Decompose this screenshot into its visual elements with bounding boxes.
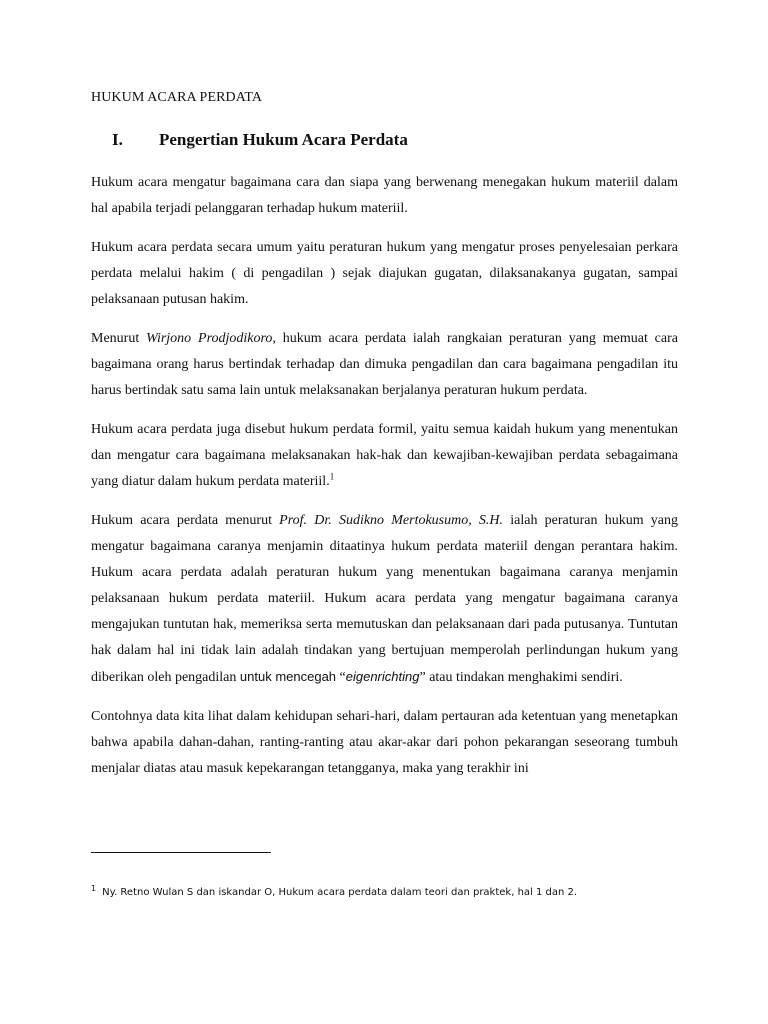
paragraph-5-sans-phrase: untuk mencegah xyxy=(239,669,337,684)
paragraph-5-body: ialah peraturan hukum yang mengatur bagaimana caranya menjamin ditaatinya hukum perdata materiil dengan perantara hakim. Hukum acara perdata adalah peraturan hukum yang menentukan bagaimana caranya menjamin pelaksanaan hukum perdata materiil. Hukum acara perdata yang mengatur bagaimana caranya mengajukan tuntutan hak, memeriksa serta memutuskan dan pelaksanaan dari pada putusanya. Tuntutan hak dalam hal ini tidak lain adalah tindakan yang bertujuan memperolah perlindungan hukum yang diberikan oleh pengadilan xyxy=(91,513,679,685)
paragraph-6: Contohnya data kita lihat dalam kehidupan sehari-hari, dalam pertauran ada ketentuan yang menetapkan bahwa apabila dahan-dahan, ranting-ranting atau akar-akar dari pohon pekarangan seseorang tumbuh menjalar diatas atau masuk kepekarangan tetangganya, maka yang terakhir ini xyxy=(91,709,678,776)
footnote-text: Ny. Retno Wulan S dan iskandar O, Hukum acara perdata dalam teori dan praktek, hal 1 dan 2. xyxy=(102,887,578,898)
footnote-divider xyxy=(91,852,271,853)
paragraph-3-lead: Menurut xyxy=(91,331,147,346)
section-title: Pengertian Hukum Acara Perdata xyxy=(159,130,408,149)
paragraph-4 xyxy=(91,417,678,495)
term-eigenrichting: eigenrichting xyxy=(345,669,420,684)
footnote-number: 1 xyxy=(91,883,97,893)
paragraph-5-lead: Hukum acara perdata menurut xyxy=(91,513,280,528)
open-quote: “ xyxy=(336,670,346,685)
paragraph-5-end: atau tindakan menghakimi sendiri. xyxy=(425,670,623,685)
close-quote: ” xyxy=(419,670,426,685)
author-name-wirjono: Wirjono Prodjodikoro xyxy=(146,331,273,346)
footnote-reference: 1 xyxy=(329,471,335,482)
paragraph-5 xyxy=(91,508,678,691)
body-text xyxy=(91,170,678,795)
author-name-sudikno: Prof. Dr. Sudikno Mertokusumo, S.H. xyxy=(279,513,504,528)
section-number: I. xyxy=(112,130,123,149)
document-title: HUKUM ACARA PERDATA xyxy=(91,90,263,105)
paragraph-1: Hukum acara mengatur bagaimana cara dan siapa yang berwenang menegakan hukum materiil dalam hal apabila terjadi pelanggaran terhadap hukum materiil. xyxy=(91,175,678,216)
footnote xyxy=(91,883,578,898)
paragraph-4-body: Hukum acara perdata juga disebut hukum perdata formil, yaitu semua kaidah hukum yang menentukan dan mengatur cara bagaimana melaksanakan hak-hak dan kewajiban-kewajiban perdata sebagaimana yang diatur dalam hukum perdata materiil. xyxy=(91,422,678,489)
paragraph-3 xyxy=(91,326,678,404)
paragraph-3-body: , hukum acara perdata ialah rangkaian peraturan yang memuat cara bagaimana orang harus bertindak terhadap dan dimuka pengadilan dan cara bagaimana pengadilan itu harus bertindak satu sama lain untuk melaksanakan berjalanya peraturan hukum perdata. xyxy=(91,331,678,398)
paragraph-2: Hukum acara perdata secara umum yaitu peraturan hukum yang mengatur proses penyelesaian perkara perdata melalui hakim ( di pengadilan ) sejak diajukan gugatan, dilaksanakanya gugatan, sampai pelaksanaan putusan hakim. xyxy=(91,240,678,307)
section-heading xyxy=(112,130,408,150)
